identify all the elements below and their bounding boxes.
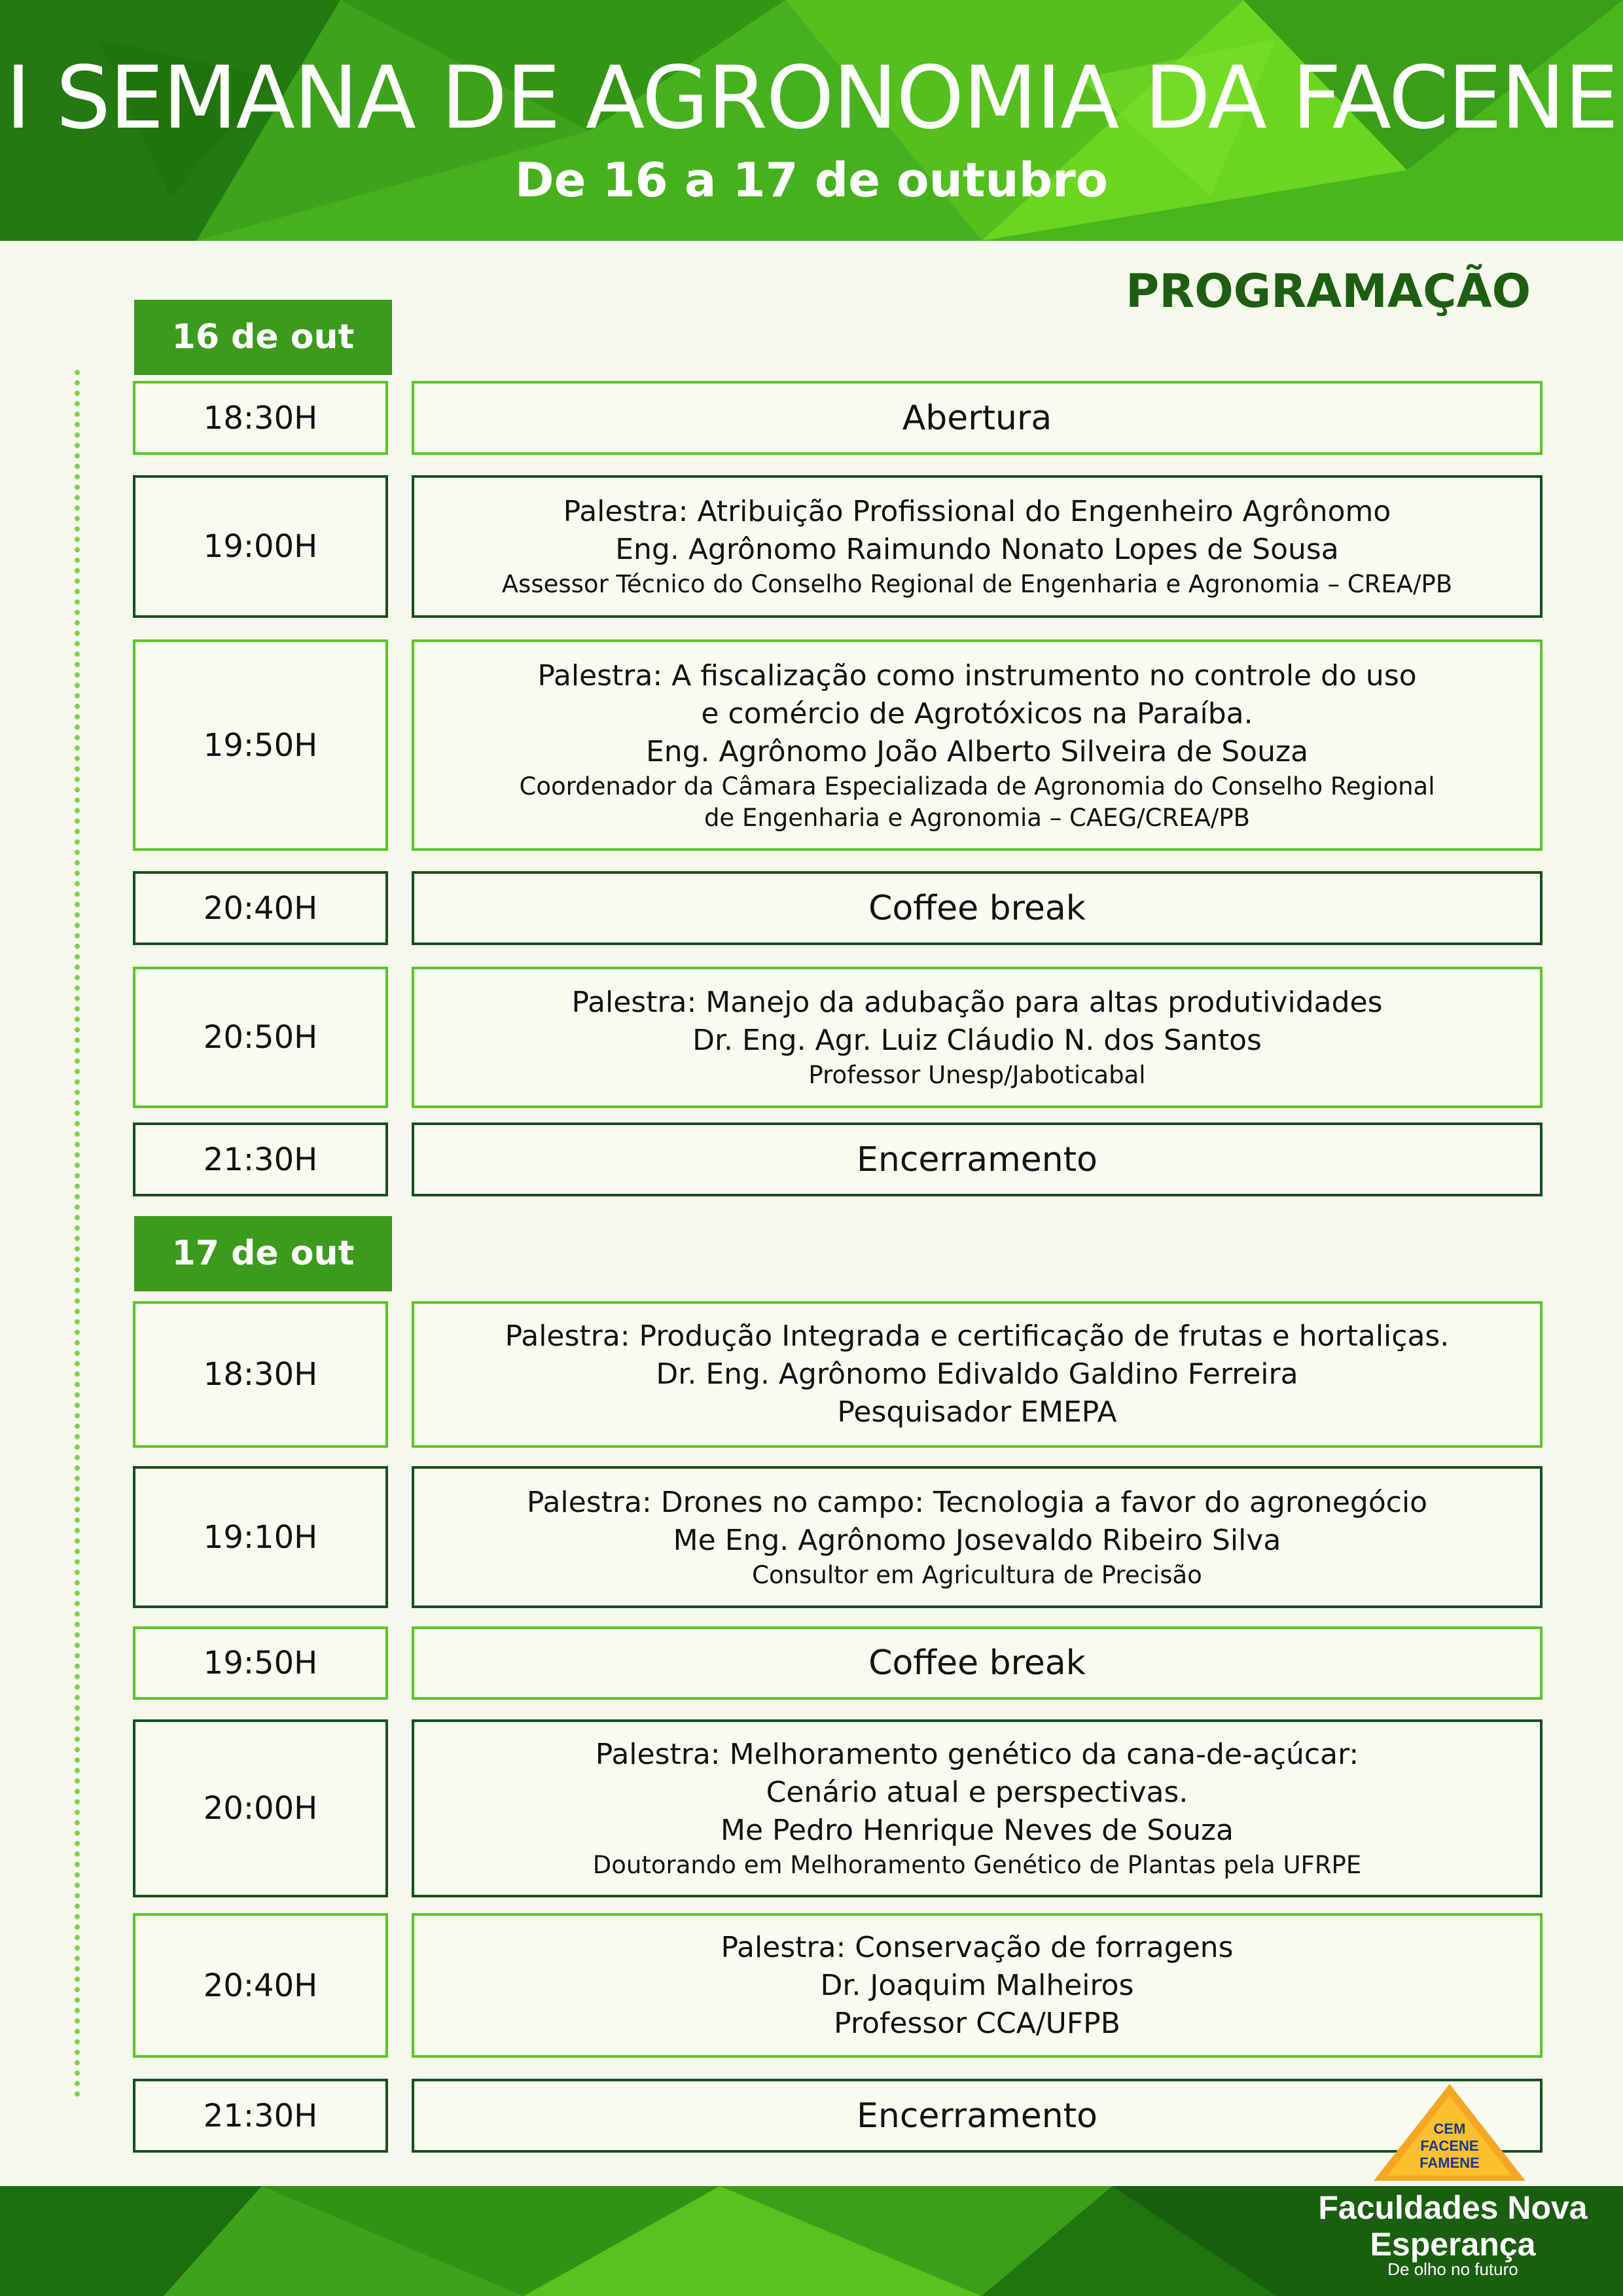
time-slot: 21:30H [133,2079,388,2153]
session-title: Abertura [902,398,1052,438]
time-slot: 20:00H [133,1719,388,1897]
session-title: Palestra: Conservação de forragens [721,1930,1234,1964]
time-slot: 20:40H [133,871,388,945]
logo-line-3: FAMENE [1419,2155,1480,2171]
session-title: Palestra: Produção Integrada e certificação de frutas e hortaliças. [505,1319,1450,1353]
session-box [412,1626,1543,1700]
brand-line-1: Faculdades Nova [1318,2189,1588,2226]
session-box [412,1913,1543,2058]
session-title: Coffee break [868,1643,1086,1683]
session-title: Palestra: Drones no campo: Tecnologia a favor do agronegócio [526,1485,1428,1519]
session-box [412,1122,1543,1196]
session-box [412,1301,1543,1448]
speaker-role: Pesquisador EMEPA [837,1395,1117,1429]
logo-line-1: CEM [1433,2121,1466,2137]
session-box [412,967,1543,1108]
session-box [412,871,1543,945]
time-slot: 20:40H [133,1913,388,2058]
session-title: Palestra: A fiscalização como instrumento no controle do uso [537,658,1417,692]
section-title: PROGRAMAÇÃO [1126,264,1531,318]
speaker-name: Eng. Agrônomo Raimundo Nonato Lopes de Sousa [615,533,1339,566]
speaker-role: Professor CCA/UFPB [834,2006,1120,2040]
session-title-cont: Cenário atual e perspectivas. [766,1776,1188,1809]
time-slot: 19:00H [133,475,388,618]
day-tab-16: 16 de out [134,300,392,375]
speaker-role: Consultor em Agricultura de Precisão [752,1560,1202,1589]
time-slot: 18:30H [133,381,388,455]
time-slot: 19:50H [133,1626,388,1700]
speaker-name: Me Pedro Henrique Neves de Souza [720,1814,1234,1847]
session-title: Encerramento [857,2096,1097,2136]
header-banner [0,0,1623,241]
session-title: Palestra: Manejo da adubação para altas produtividades [571,986,1383,1019]
speaker-role: Coordenador da Câmara Especializada de Agronomia do Conselho Regional [519,772,1435,800]
session-title-cont: e comércio de Agrotóxicos na Paraíba. [701,696,1253,730]
brand-name [1283,2189,1623,2263]
speaker-name: Dr. Eng. Agr. Luiz Cláudio N. dos Santos [692,1024,1262,1057]
cem-facene-famene-logo [1371,2081,1528,2186]
speaker-role-cont: de Engenharia e Agronomia – CAEG/CREA/PB [704,803,1251,832]
session-box [412,1466,1543,1608]
time-slot: 19:50H [133,639,388,851]
time-slot: 20:50H [133,967,388,1108]
event-dates: De 16 a 17 de outubro [514,152,1109,207]
speaker-role: Professor Unesp/Jaboticabal [808,1061,1146,1089]
speaker-role: Assessor Técnico do Conselho Regional de Engenharia e Agronomia – CREA/PB [501,570,1453,598]
brand-line-2: Esperança [1370,2226,1536,2263]
time-slot: 18:30H [133,1301,388,1448]
session-box [412,639,1543,851]
speaker-name: Dr. Joaquim Malheiros [820,1968,1134,2002]
speaker-name: Me Eng. Agrônomo Josevaldo Ribeiro Silva [673,1523,1281,1557]
time-slot: 21:30H [133,1122,388,1196]
session-title: Encerramento [857,1139,1097,1179]
time-slot: 19:10H [133,1466,388,1608]
dotted-divider [75,370,80,2098]
event-title: I SEMANA DE AGRONOMIA DA FACENE [5,48,1618,149]
session-title: Palestra: Melhoramento genético da cana-de-açúcar: [595,1738,1359,1771]
session-box [412,381,1543,455]
speaker-role: Doutorando em Melhoramento Genético de Plantas pela UFRPE [592,1851,1362,1879]
session-box [412,475,1543,618]
speaker-name: Eng. Agrônomo João Alberto Silveira de Souza [645,734,1309,768]
logo-line-2: FACENE [1420,2138,1479,2154]
session-title: Coffee break [868,888,1086,928]
brand-tagline: De olho no futuro [1387,2259,1518,2279]
session-title: Palestra: Atribuição Profissional do Engenheiro Agrônomo [563,495,1391,528]
speaker-name: Dr. Eng. Agrônomo Edivaldo Galdino Ferreira [656,1357,1298,1391]
day-tab-17: 17 de out [134,1216,392,1291]
session-box [412,1719,1543,1897]
